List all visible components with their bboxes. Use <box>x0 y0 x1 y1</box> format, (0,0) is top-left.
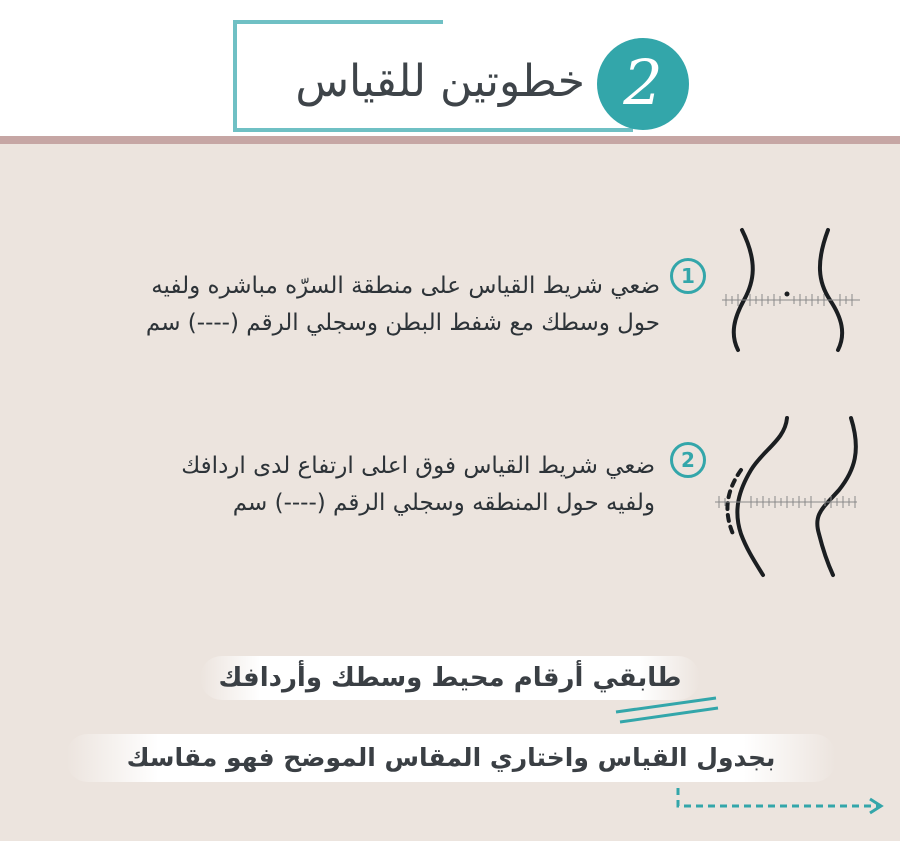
double-underline-icon <box>612 690 722 726</box>
title-frame-top <box>233 20 443 24</box>
step-1-line-1: ضعي شريط القياس على منطقة السرّه مباشره ولفيه <box>151 273 660 299</box>
step-2-line-2: ولفيه حول المنطقه وسجلي الرقم (----) سم <box>232 490 655 516</box>
page-title: خطوتين للقياس <box>295 56 585 107</box>
step-2-number: 2 <box>670 442 706 478</box>
hip-measure-icon <box>715 410 875 580</box>
step-2-text <box>55 448 655 522</box>
waist-measure-icon <box>720 222 870 357</box>
step-2-line-1: ضعي شريط القياس فوق اعلى ارتفاع لدى اردافك <box>181 453 655 479</box>
step-count-badge: 2 <box>597 38 689 130</box>
step-1-line-2: حول وسطك مع شفط البطن وسجلي الرقم (----) سم <box>145 310 660 336</box>
header-divider <box>0 136 900 144</box>
dashed-arrow-icon <box>670 786 890 816</box>
footer-heading: طابقي أرقام محيط وسطك وأردافك <box>200 656 700 700</box>
step-1-text <box>60 268 660 342</box>
footer-instruction: بجدول القياس واختاري المقاس الموضح فهو مقاسك <box>66 734 836 782</box>
step-1-number: 1 <box>670 258 706 294</box>
